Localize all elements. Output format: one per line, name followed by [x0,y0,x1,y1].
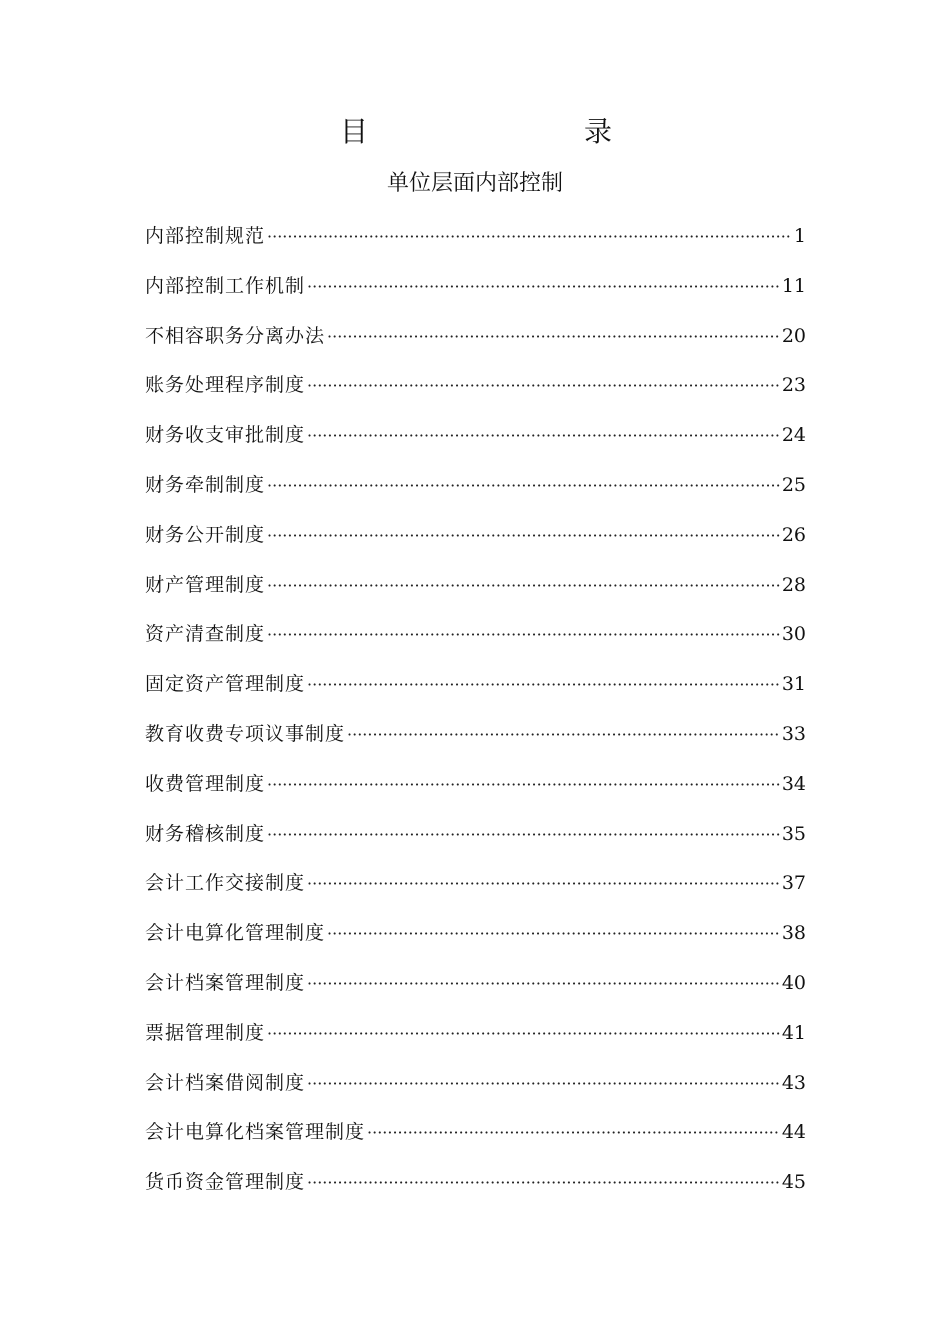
toc-entry[interactable] [145,219,806,269]
toc-entry-title: 会计档案借阅制度 [145,1071,306,1094]
page-title-char-2: 录 [584,115,613,148]
toc-entry[interactable] [145,568,806,618]
toc-entry-page-number: 30 [781,623,806,646]
toc-entry[interactable] [145,717,806,767]
toc-entry-title: 会计档案管理制度 [145,971,306,994]
toc-entry[interactable] [145,418,806,468]
toc-dot-leader [367,1116,780,1150]
toc-dot-leader [267,768,780,802]
toc-entry-title: 固定资产管理制度 [145,673,306,696]
toc-entry[interactable] [145,866,806,916]
toc-dot-leader [267,519,780,553]
toc-entry-title: 会计工作交接制度 [145,872,306,895]
toc-dot-leader [307,270,780,304]
toc-entry-page-number: 41 [781,1021,806,1044]
toc-entry-title: 不相容职务分离办法 [145,324,326,347]
toc-dot-leader [307,419,780,453]
toc-entry-page-number: 43 [781,1071,806,1094]
toc-entry-title: 收费管理制度 [145,772,266,795]
toc-dot-leader [307,1166,780,1200]
toc-dot-leader [327,320,780,354]
toc-entry[interactable] [145,617,806,667]
toc-dot-leader [307,1067,780,1101]
toc-dot-leader [327,917,780,951]
toc-dot-leader [307,369,780,403]
page-title [0,112,950,152]
toc-dot-leader [267,1017,780,1051]
toc-entry-page-number: 24 [781,424,806,447]
toc-entry-title: 票据管理制度 [145,1021,266,1044]
toc-entry-title: 内部控制规范 [145,225,266,247]
toc-dot-leader [347,718,780,752]
toc-entry-title: 财务收支审批制度 [145,424,306,447]
toc-dot-leader [267,618,780,652]
toc-entry[interactable] [145,966,806,1016]
toc-entry-title: 财产管理制度 [145,573,266,596]
toc-entry-title: 货币资金管理制度 [145,1171,306,1194]
toc-entry[interactable] [145,1115,806,1165]
toc-entry-page-number: 31 [781,673,806,696]
toc-dot-leader [267,818,780,852]
section-title: 单位层面内部控制 [386,171,563,196]
toc-entry[interactable] [145,1016,806,1066]
toc-entry-page-number: 38 [781,922,806,945]
toc-entry-title: 财务公开制度 [145,523,266,546]
toc-entry-page-number: 45 [781,1171,806,1194]
toc-entry-title: 会计电算化管理制度 [145,922,326,945]
toc-entry-title: 教育收费专项议事制度 [145,722,346,745]
toc-entry-page-number: 1 [793,225,806,247]
toc-entry[interactable] [145,518,806,568]
toc-entry-page-number: 44 [781,1121,806,1144]
toc-entry[interactable] [145,667,806,717]
toc-dot-leader [267,569,780,603]
toc-entry[interactable] [145,1165,806,1215]
toc-entry[interactable] [145,916,806,966]
toc-entry-page-number: 28 [781,573,806,596]
toc-entry[interactable] [145,1066,806,1116]
toc-entry-page-number: 23 [781,374,806,397]
toc-entry[interactable] [145,319,806,369]
toc-entry-page-number: 35 [781,822,806,845]
toc-entry-title: 会计电算化档案管理制度 [145,1121,366,1144]
toc-entry-title: 资产清查制度 [145,623,266,646]
toc-entry[interactable] [145,368,806,418]
toc-entry-title: 内部控制工作机制 [145,274,306,297]
toc-entry-page-number: 26 [781,523,806,546]
table-of-contents [145,219,806,1215]
toc-entry-page-number: 37 [781,872,806,895]
toc-entry-title: 财务稽核制度 [145,822,266,845]
toc-dot-leader [307,967,780,1001]
toc-entry-title: 财务牵制制度 [145,473,266,496]
toc-entry[interactable] [145,817,806,867]
toc-entry-title: 账务处理程序制度 [145,374,306,397]
toc-entry[interactable] [145,269,806,319]
toc-dot-leader [307,867,780,901]
page-title-char-1: 目 [340,115,369,148]
toc-dot-leader [307,668,780,702]
toc-dot-leader [267,220,792,254]
toc-entry-page-number: 25 [781,473,806,496]
toc-dot-leader [267,469,780,503]
toc-entry[interactable] [145,468,806,518]
toc-entry[interactable] [145,767,806,817]
toc-entry-page-number: 11 [781,274,806,297]
toc-entry-page-number: 20 [781,324,806,347]
toc-entry-page-number: 33 [781,722,806,745]
toc-entry-page-number: 34 [781,772,806,795]
toc-entry-page-number: 40 [781,971,806,994]
